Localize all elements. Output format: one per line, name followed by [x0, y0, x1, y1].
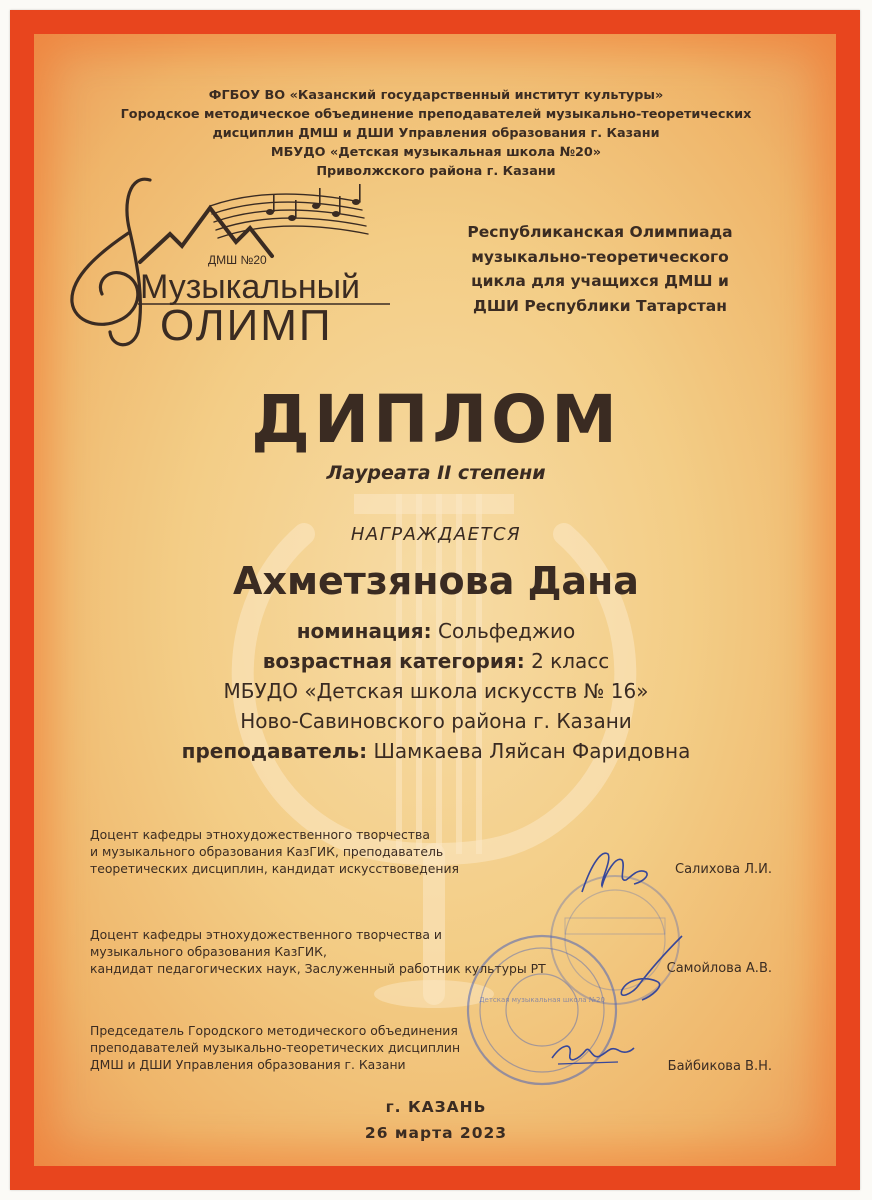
nomination-label: номинация: — [296, 619, 432, 643]
stamp-text: Детская музыкальная школа №20 — [479, 996, 605, 1004]
olympiad-line: Республиканская Олимпиада — [467, 223, 733, 241]
olympiad-logo — [60, 172, 400, 352]
school-line: МБУДО «Детская школа искусств № 16» — [223, 679, 649, 703]
nomination-row — [0, 616, 872, 646]
signer-line: теоретических дисциплин, кандидат искусствоведения — [90, 861, 459, 876]
olympiad-line: цикла для учащихся ДМШ и — [471, 272, 729, 290]
olympiad-line: музыкально-теоретического — [471, 247, 729, 266]
signer-block — [90, 826, 590, 877]
olympiad-title — [400, 220, 800, 318]
teacher-row — [0, 736, 872, 766]
age-category-label: возрастная категория: — [262, 649, 525, 673]
signer-block — [90, 1022, 590, 1073]
signer-line: Доцент кафедры этнохудожественного творчества — [90, 827, 430, 842]
signer-name: Байбикова В.Н. — [667, 1059, 772, 1074]
header-line: МБУДО «Детская музыкальная школа №20» — [270, 145, 602, 160]
footer-date: 26 марта 2023 — [364, 1124, 508, 1142]
age-category-row — [0, 646, 872, 676]
logo-title: Музыкальный — [140, 268, 361, 306]
diploma-title: ДИПЛОМ — [251, 381, 621, 458]
teacher-label: преподаватель: — [181, 739, 368, 763]
signer-line: музыкального образования КазГИК, — [90, 944, 327, 959]
school-line: Ново-Савиновского района г. Казани — [240, 709, 632, 733]
signer-line: и музыкального образования КазГИК, преподаватель — [90, 844, 444, 859]
laureate-degree: Лауреата II степени — [326, 462, 546, 484]
signer-block — [90, 926, 590, 977]
signer-name: Самойлова А.В. — [666, 961, 772, 976]
logo-school: ДМШ №20 — [208, 253, 267, 267]
signer-line: Председатель Городского методического объединения — [90, 1023, 458, 1038]
signer-name: Салихова Л.И. — [675, 862, 772, 877]
age-category-value: 2 класс — [531, 649, 610, 673]
header-line: ФГБОУ ВО «Казанский государственный институт культуры» — [208, 88, 664, 103]
signer-line: кандидат педагогических наук, Заслуженный работник культуры РТ — [90, 961, 546, 976]
footer-city: г. КАЗАНЬ — [385, 1098, 487, 1116]
awarded-caption: НАГРАЖДАЕТСЯ — [350, 524, 522, 545]
recipient-name: Ахметзянова Дана — [233, 559, 639, 603]
signer-line: Доцент кафедры этнохудожественного творчества и — [90, 927, 442, 942]
header-line: Приволжского района г. Казани — [316, 164, 556, 179]
header-line: Городское методическое объединение преподавателей музыкально-теоретических — [120, 107, 752, 122]
award-details — [0, 616, 872, 766]
nomination-value: Сольфеджио — [438, 619, 576, 643]
signer-line: преподавателей музыкально-теоретических дисциплин — [90, 1040, 461, 1055]
organizer-header — [0, 86, 872, 181]
signer-line: ДМШ и ДШИ Управления образования г. Казани — [90, 1057, 406, 1072]
teacher-value: Шамкаева Ляйсан Фаридовна — [373, 739, 691, 763]
header-line: дисциплин ДМШ и ДШИ Управления образования г. Казани — [212, 126, 660, 141]
logo-olimp: ОЛИМП — [160, 301, 333, 350]
olympiad-line: ДШИ Республики Татарстан — [473, 296, 727, 315]
